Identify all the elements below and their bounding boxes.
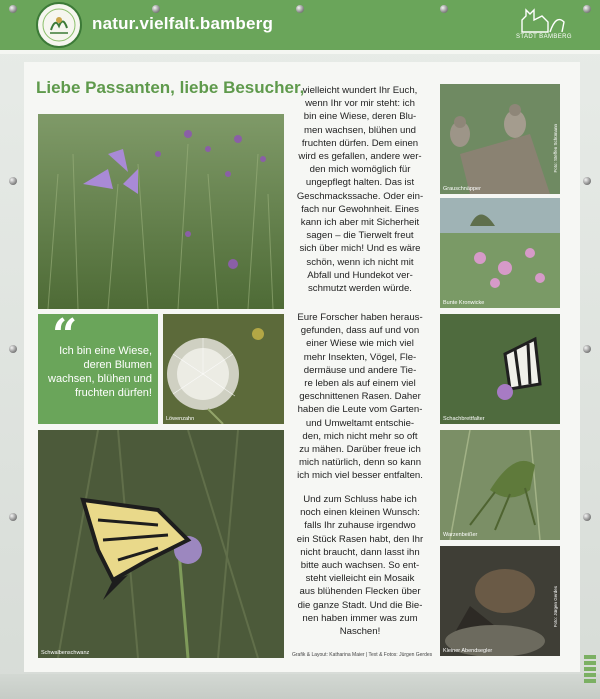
screw-icon xyxy=(9,177,17,185)
quote-box xyxy=(38,310,158,424)
quote-text: Ich bin eine Wiese, deren Blumen wachsen, blühen und fruchten dürfen! xyxy=(48,345,152,399)
text-paragraph-2: Eure Forscher haben heraus- gefunden, dass auf und von einer Wiese wie mich viel mehr Insekten, Vögel, Fle- dermäuse und andere Tie- re leben als auf einem viel geschnittenen Rasen. Daher haben die Leute vom Garten- und Umweltamt entschie- den, mich nicht mehr so oft zu mähen. Darüber freue ich mich natürlich, denn so kann ich mich viel besser entfalten. xyxy=(297,312,423,482)
site-title: natur.vielfalt.bamberg xyxy=(92,14,274,33)
photo-credit: Foto: Steffen Schümann xyxy=(553,124,558,173)
screw-icon xyxy=(440,5,448,13)
text-paragraph-3: Und zum Schluss habe ich noch einen kleinen Wunsch: falls Ihr zuhause irgendwo ein Stück Rasen habt, den Ihr nicht braucht, dann lasst ihn bitte auch wachsen. So ent- steht vielleicht ein Mosaik aus blühenden Flecken über die ganze Stadt. Und die Bie- nen haben immer was zum Naschen! xyxy=(296,494,424,638)
crownvetch-photo xyxy=(440,198,560,308)
photo-caption: Warzenbeißer xyxy=(443,532,478,538)
corner-stripes xyxy=(584,655,596,695)
screw-icon xyxy=(583,513,591,521)
city-name: STADT BAMBERG xyxy=(516,34,572,40)
page-heading: Liebe Passanten, liebe Besucher, xyxy=(36,78,305,97)
screw-icon xyxy=(583,345,591,353)
screw-icon xyxy=(9,513,17,521)
bush-cricket-photo xyxy=(440,430,560,540)
screw-icon xyxy=(296,5,304,13)
screw-icon xyxy=(583,5,591,13)
bottom-band xyxy=(0,674,600,699)
meadow-photo xyxy=(38,114,284,309)
noctule-bat-photo xyxy=(440,546,560,656)
photo-caption: Grauschnäpper xyxy=(443,186,481,192)
marbled-white-photo xyxy=(440,314,560,424)
quote-mark-icon: “ xyxy=(52,310,78,361)
header-divider xyxy=(0,50,600,54)
flycatcher-photo xyxy=(440,84,560,194)
screw-icon xyxy=(152,5,160,13)
screw-icon xyxy=(9,345,17,353)
screw-icon xyxy=(583,177,591,185)
nature-logo xyxy=(36,2,82,48)
photo-caption: Schachbrettfalter xyxy=(443,416,485,422)
photo-caption: Kleiner Abendsegler xyxy=(443,648,493,654)
footer-credit: Grafik & Layout: Katharina Maier | Text & Fotos: Jürgen Gerdes xyxy=(292,652,433,658)
dandelion-photo xyxy=(163,314,284,424)
swallowtail-photo xyxy=(38,430,284,658)
photo-caption: Löwenzahn xyxy=(166,416,195,422)
photo-caption: Bunte Kronwicke xyxy=(443,300,485,306)
text-paragraph-1: vielleicht wundert Ihr Euch, wenn Ihr vor mir steht: ich bin eine Wiese, deren Blu- men wachsen, blühen und fruchten dürfen. Dem einen wird es gefallen, andere wer- den mich womöglich für ungepflegt halten. Das ist Geschmackssache. Oder ein- fach nur Gewohnheit. Eines kann ich aber mit Sicherheit sagen – die Tierwelt freut sich über mich! Und es wäre schön, wenn ich nicht mit Abfall und Hundekot ver- schmutzt werden würde. xyxy=(296,85,424,295)
screw-icon xyxy=(9,5,17,13)
photo-caption: Schwalbenschwanz xyxy=(41,650,90,656)
city-emblem-icon xyxy=(514,6,570,46)
photo-credit: Foto: Jürgen Gerdes xyxy=(553,586,558,628)
